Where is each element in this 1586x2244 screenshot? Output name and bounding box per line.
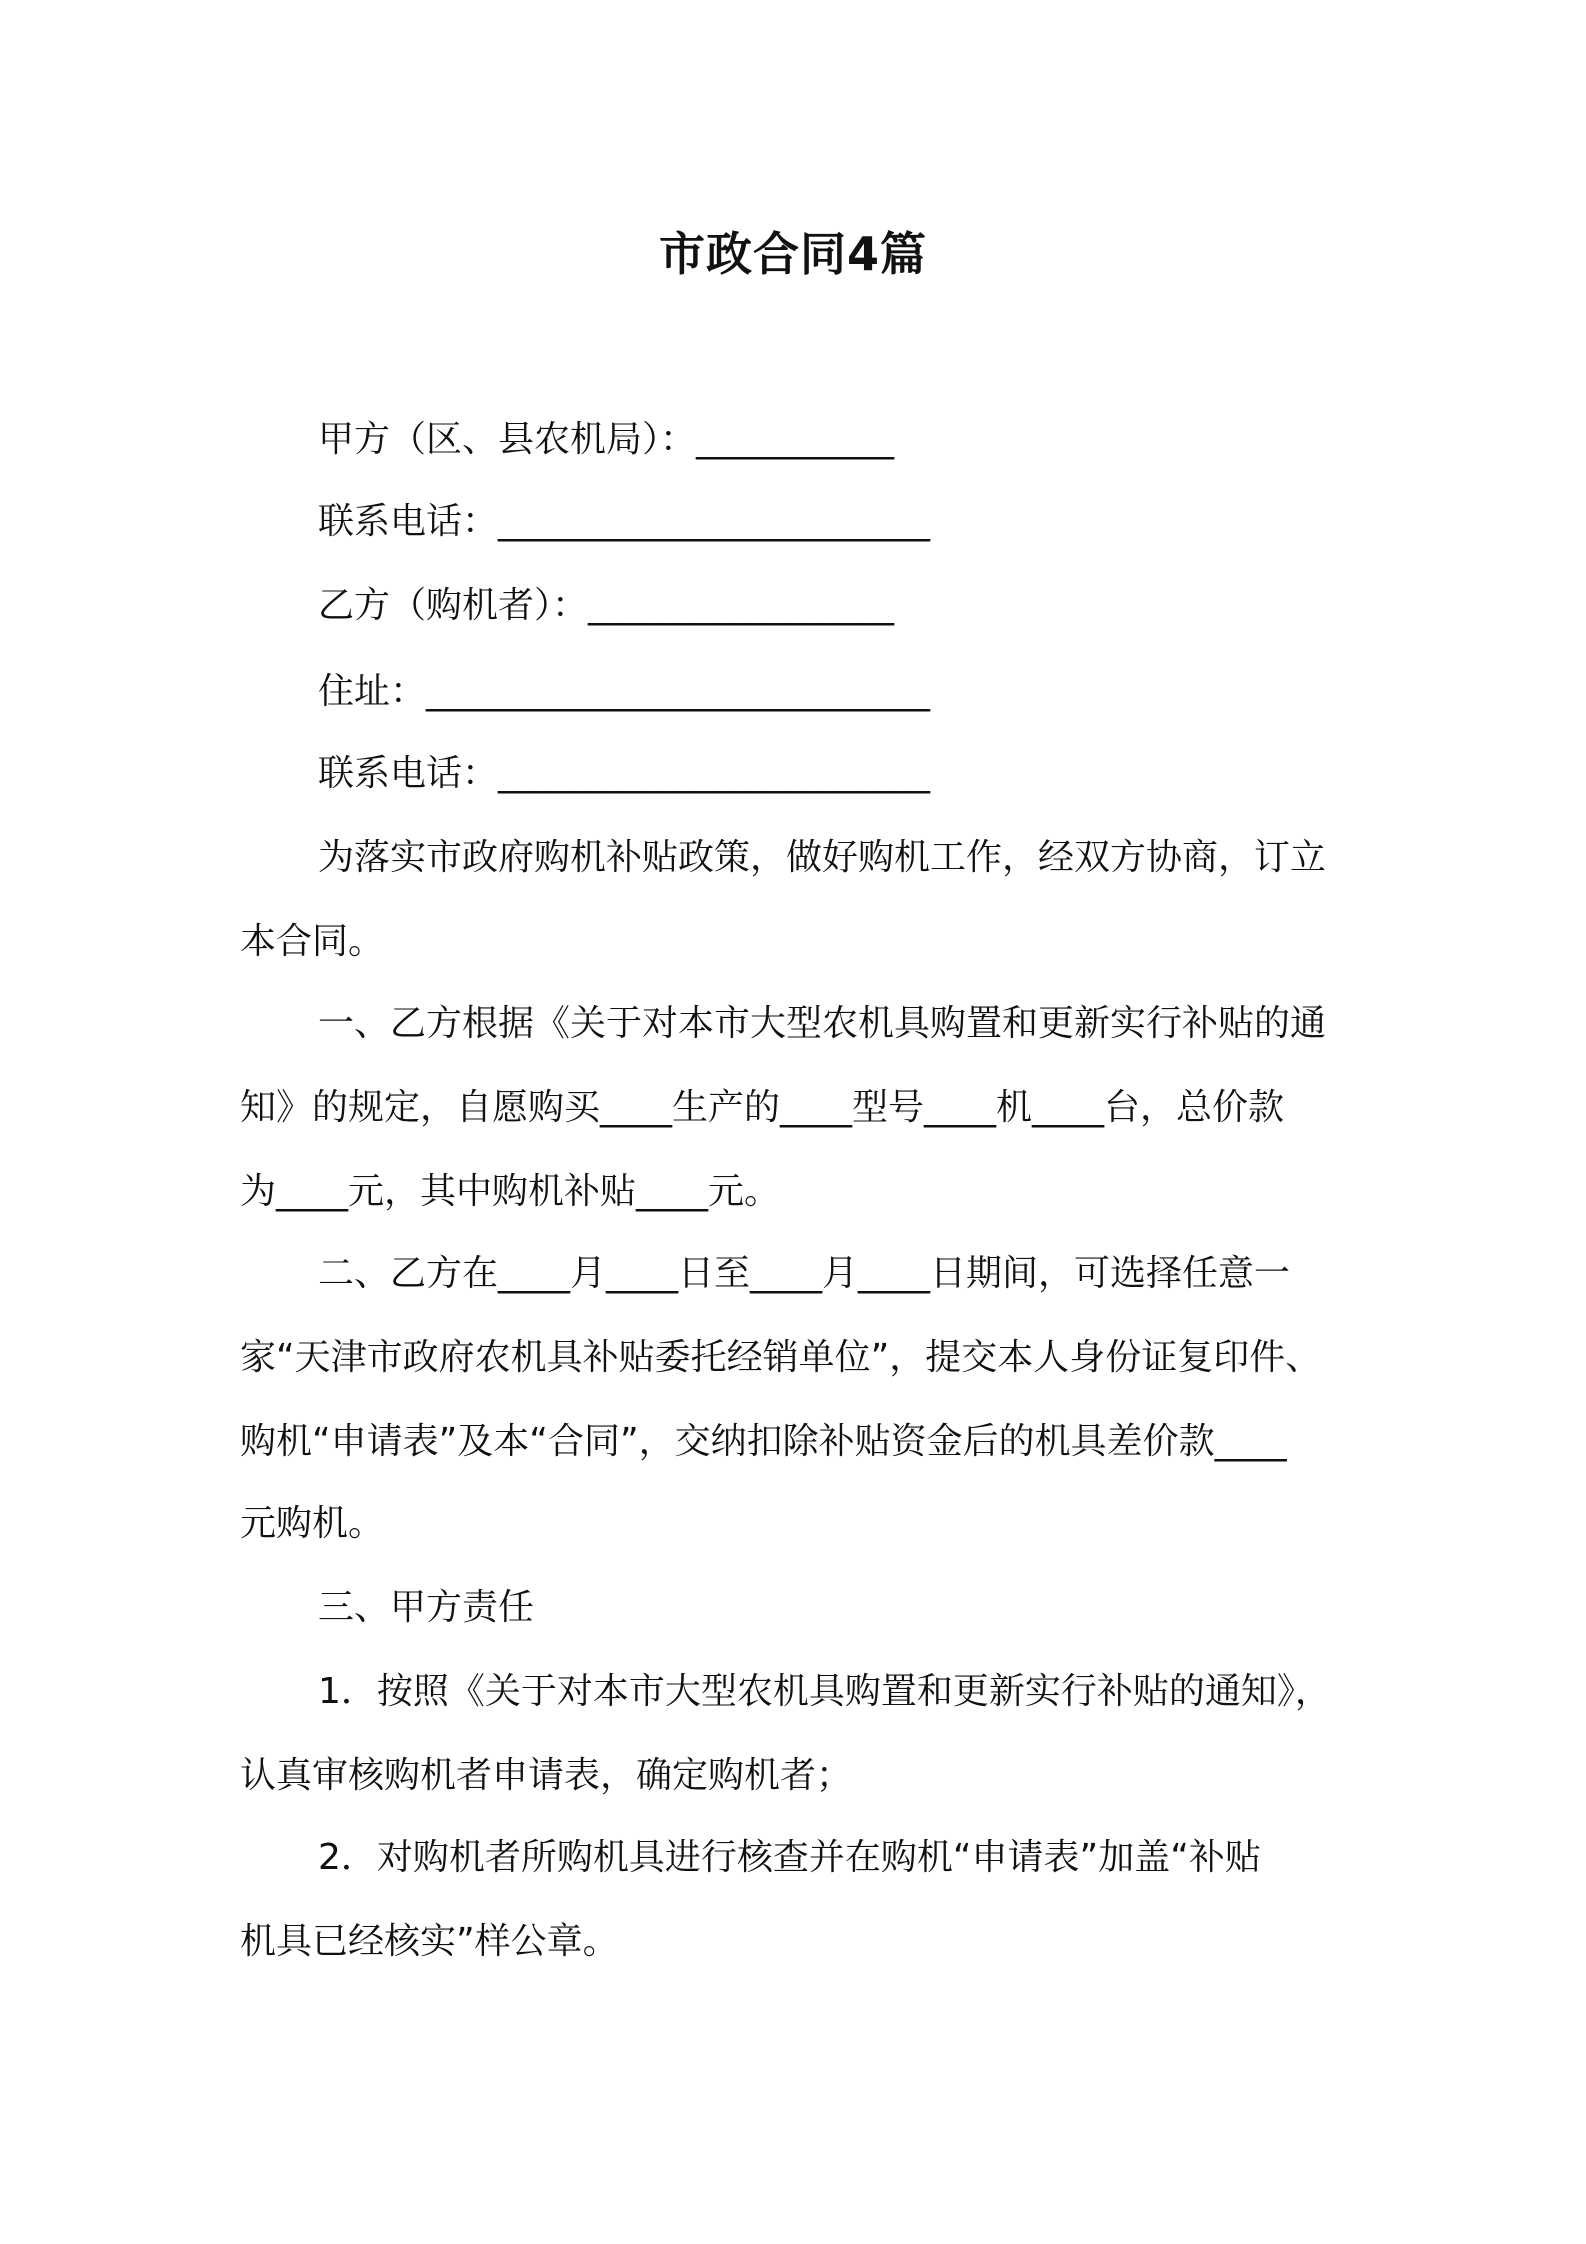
paragraph-line: 2．对购机者所购机具进行核查并在购机“申请表”加盖“补贴: [318, 1837, 1261, 1878]
paragraph-line: 为____元，其中购机补贴____元。: [240, 1171, 781, 1212]
section-heading: 三、甲方责任: [318, 1587, 535, 1628]
paragraph-line: 一、乙方根据《关于对本市大型农机具购置和更新实行补贴的通: [318, 1003, 1327, 1044]
field-phone-b: 联系电话：________________________: [318, 753, 931, 794]
paragraph-line: 家“天津市政府农机具补贴委托经销单位”，提交本人身份证复印件、: [240, 1337, 1322, 1378]
paragraph-line: 二、乙方在____月____日至____月____日期间，可选择任意一: [318, 1253, 1291, 1294]
paragraph-line: 为落实市政府购机补贴政策，做好购机工作，经双方协商，订立: [318, 837, 1327, 878]
field-party-b: 乙方（购机者）：_________________: [318, 585, 895, 626]
field-phone-a: 联系电话：________________________: [318, 501, 931, 542]
paragraph-line: 机具已经核实”样公章。: [240, 1921, 619, 1962]
paragraph-line: 元购机。: [240, 1503, 385, 1544]
field-party-a: 甲方（区、县农机局）：___________: [318, 419, 895, 460]
field-address: 住址：____________________________: [318, 671, 931, 712]
paragraph-line: 知》的规定，自愿购买____生产的____型号____机____台，总价款: [240, 1087, 1285, 1128]
paragraph-line: 购机“申请表”及本“合同”，交纳扣除补贴资金后的机具差价款____: [240, 1421, 1287, 1462]
document-title: 市政合同4篇: [658, 227, 927, 281]
paragraph-line: 认真审核购机者申请表，确定购机者；: [240, 1755, 853, 1796]
paragraph-line: 本合同。: [240, 921, 385, 962]
paragraph-line: 1．按照《关于对本市大型农机具购置和更新实行补贴的通知》，: [318, 1671, 1331, 1712]
